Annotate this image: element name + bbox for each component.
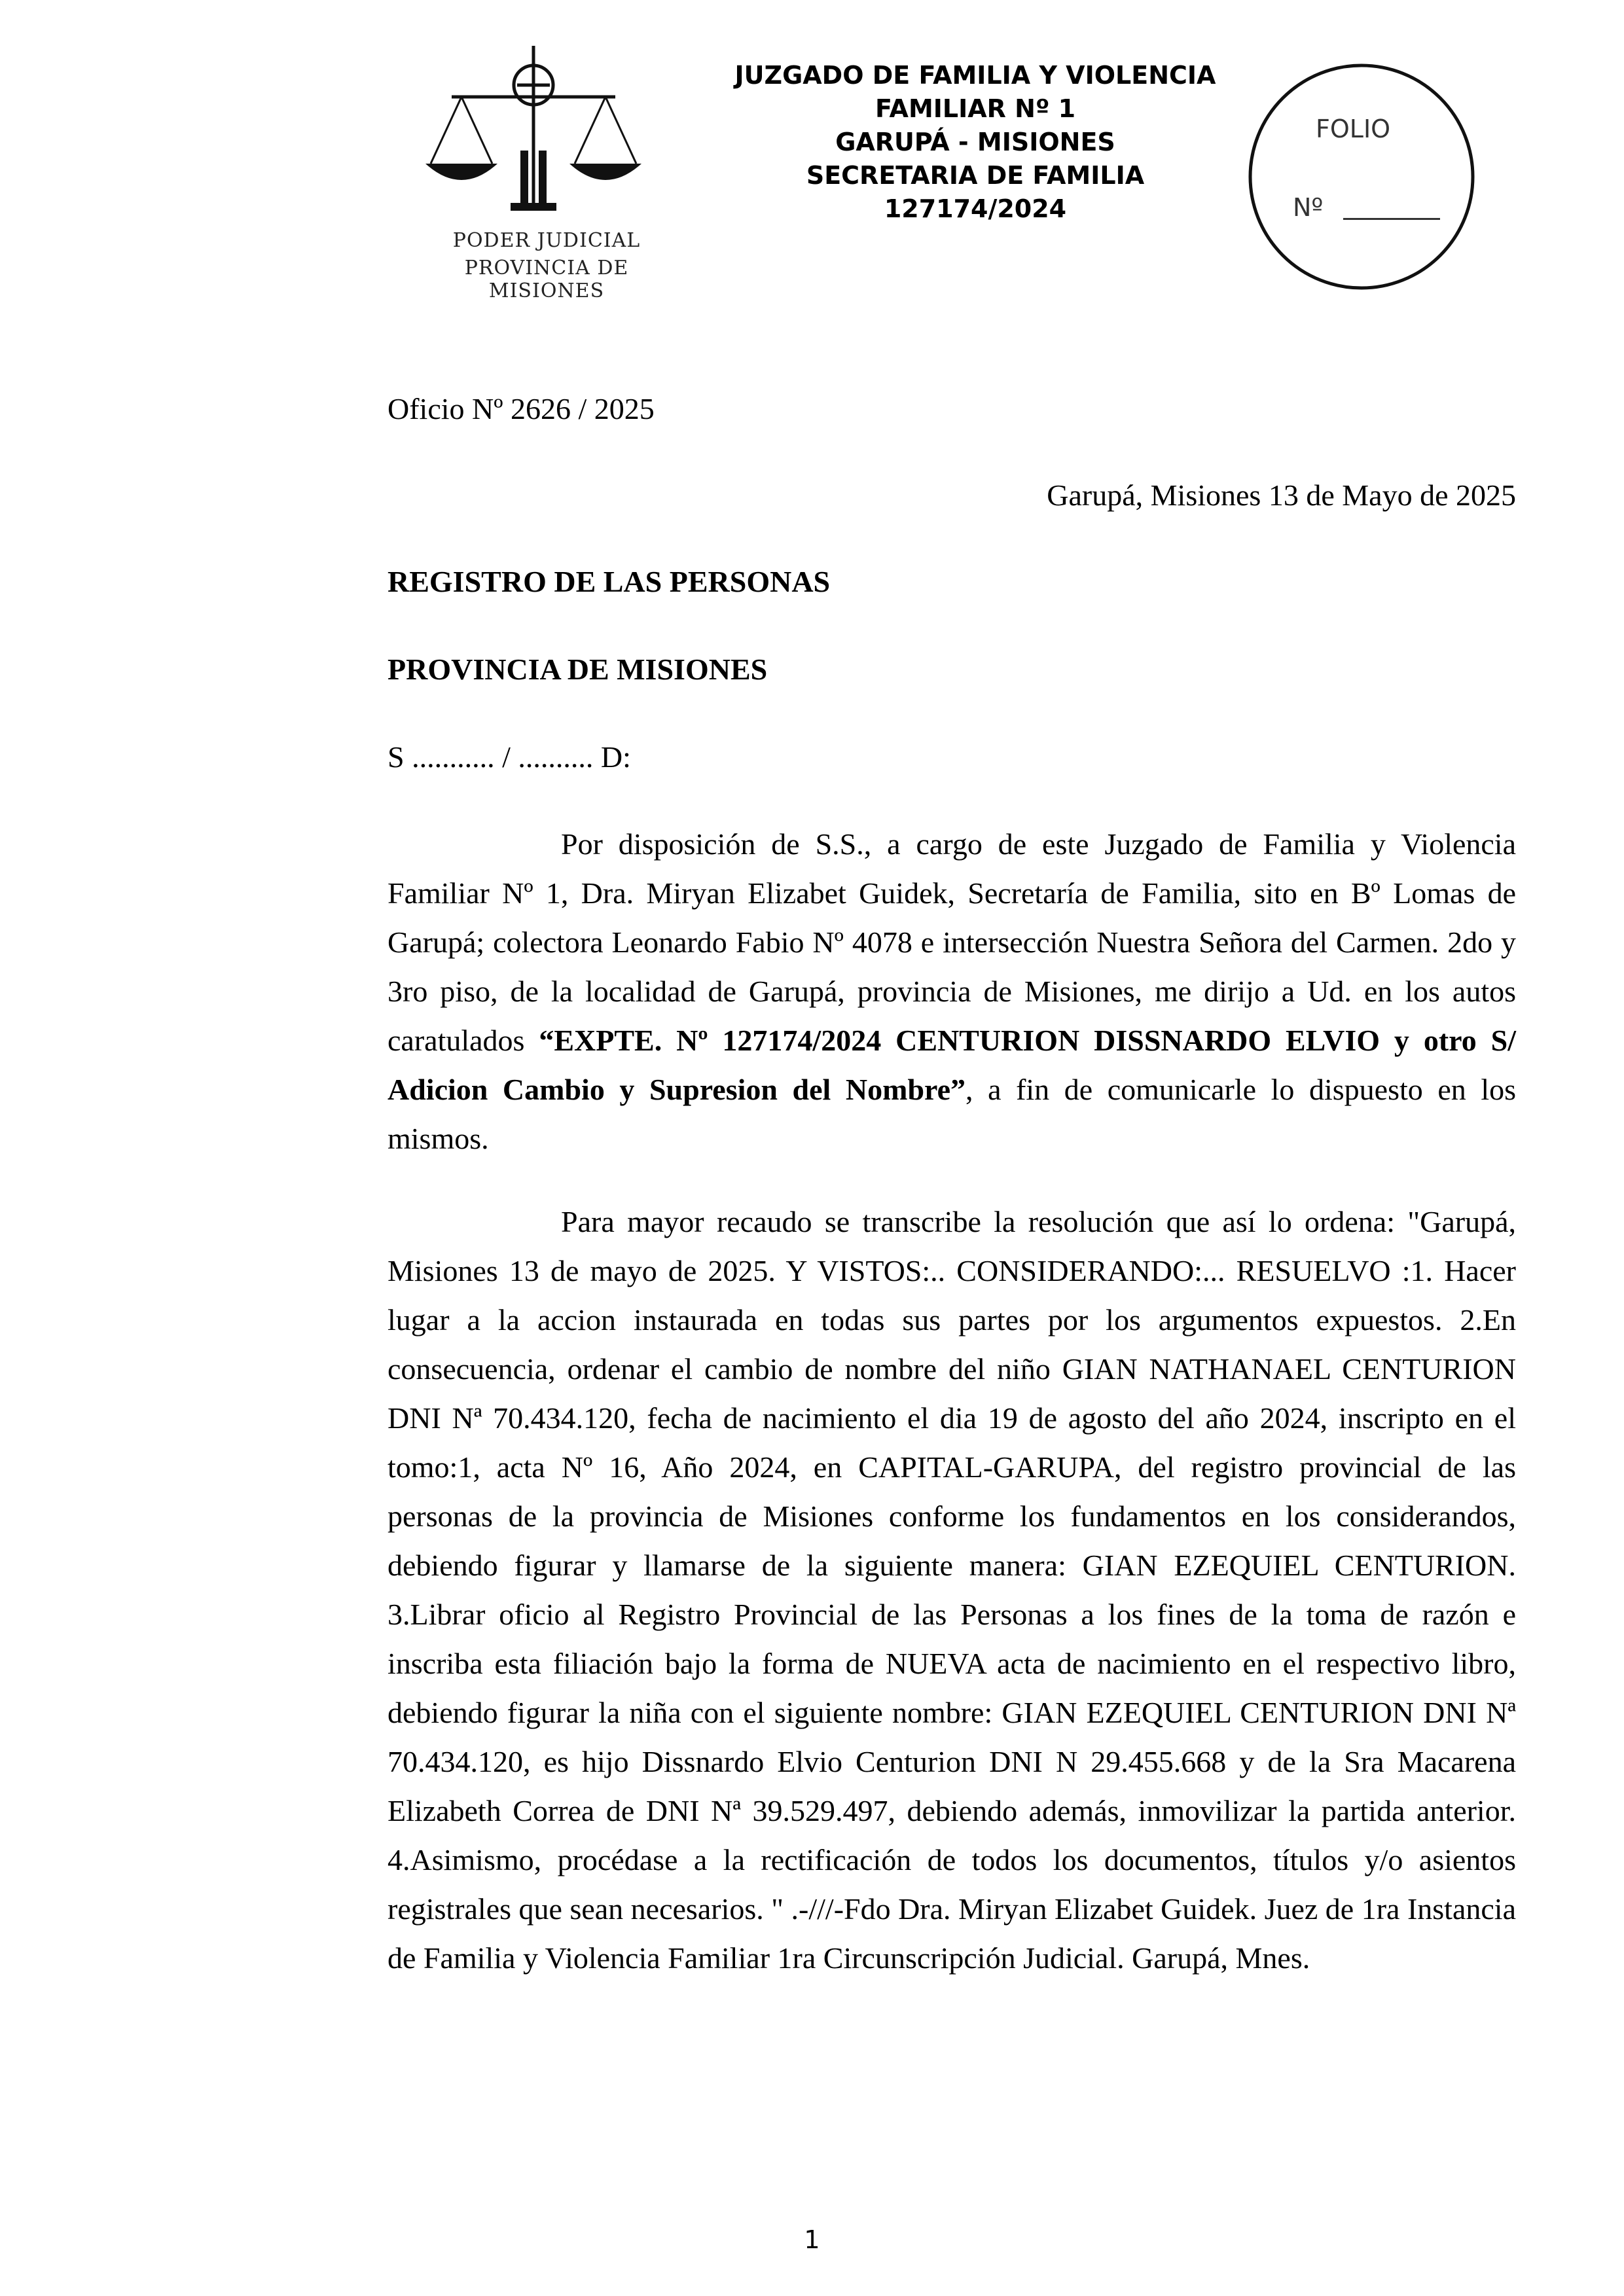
letter-date: Garupá, Misiones 13 de Mayo de 2025 — [1047, 478, 1516, 512]
court-header-line1: JUZGADO DE FAMILIA Y VIOLENCIA — [734, 61, 1216, 90]
addressee-line2: PROVINCIA DE MISIONES — [388, 653, 768, 686]
resolution-transcript: Para mayor recaudo se transcribe la resolución que así lo ordena: "Garupá, Misiones 13 de mayo de 2025. Y VISTOS:.. CONSIDERANDO:... RESUELVO :1. Hacer lugar a la accion instaurada en todas sus partes por los argumentos expuestos. 2.En consecuencia, ordenar el cambio de nombre del niño GIAN NATHANAEL CENTURION DNI Nª 70.434.120, fecha de nacimiento el dia 19 de agosto del año 2024, inscripto en el tomo:1, acta Nº 16, Año 2024, en CAPITAL-GARUPA, del registro provincial de las personas de la provincia de Misiones conforme los fundamentos en los considerandos, debiendo figurar y llamarse de la siguiente manera: GIAN EZEQUIEL CENTURION. 3.Librar oficio al Registro Provincial de las Personas a los fines de la toma de razón e inscriba esta filiación bajo la forma de NUEVA acta de nacimiento en el respectivo libro, debiendo figurar la niña con el siguiente nombre: GIAN EZEQUIEL CENTURION DNI Nª 70.434.120, es hijo Dissnardo Elvio Centurion DNI N 29.455.668 y de la Sra Macarena Elizabeth Correa de DNI Nª 39.529.497, debiendo además, inmovilizar la partida anterior. 4.Asimismo, procédase a la rectificación de todos los documentos, títulos y/o asientos registrales que sean necesarios. " .-///-Fdo Dra. Miryan Elizabet Guidek. Juez de 1ra Instancia de Familia y Violencia Familiar 1ra Circunscripción Judicial. Garupá, Mnes. — [388, 1205, 1516, 1975]
oficio-number: Oficio Nº 2626 / 2025 — [388, 392, 655, 425]
paragraph-1-text-a: Por disposición de S.S., a cargo de este Juzgado de Familia y Violencia Familiar Nº 1, Dra. Miryan Elizabet Guidek, Secretaría de Familia, sito en Bº Lomas de Garupá; colectora Leonardo Fabio Nº 4078 e intersección Nuestra Señora del Carmen. 2do y 3ro piso, de la localidad de Garupá, provincia de Misiones, me dirijo a Ud. en los autos caratulados — [388, 827, 1516, 1057]
case-caption: “EXPTE. Nº 127174/2024 CENTURION DISSNARDO ELVIO y otro S/ Adicion Cambio y Supresion del Nombre” — [388, 1024, 1517, 1106]
folio-stamp — [1247, 62, 1476, 291]
paragraph-1 — [388, 819, 1516, 1163]
paragraph-2 — [388, 1197, 1516, 1982]
folio-number-label: Nº — [1293, 193, 1324, 222]
folio-number-line — [1343, 218, 1440, 220]
case-number: 127174/2024 — [884, 194, 1067, 223]
folio-label: FOLIO — [1316, 115, 1391, 143]
court-header-line4: SECRETARIA DE FAMILIA — [806, 161, 1145, 190]
poder-judicial-logo — [419, 39, 674, 302]
page-number: 1 — [804, 2225, 820, 2254]
paragraph-1-text-c: , a fin de comunicarle lo dispuesto en los mismos. — [388, 1073, 1516, 1155]
logo-text-line2: PROVINCIA DE MISIONES — [464, 257, 629, 302]
scales-of-justice-icon — [419, 39, 674, 229]
logo-text-line1: PODER JUDICIAL — [452, 229, 641, 252]
court-header-line3: GARUPÁ - MISIONES — [835, 128, 1115, 156]
salutation: S ........... / .......... D: — [388, 740, 631, 774]
addressee-line1: REGISTRO DE LAS PERSONAS — [388, 565, 831, 598]
court-header-line2: FAMILIAR Nº 1 — [875, 94, 1076, 123]
court-header — [681, 59, 1270, 226]
